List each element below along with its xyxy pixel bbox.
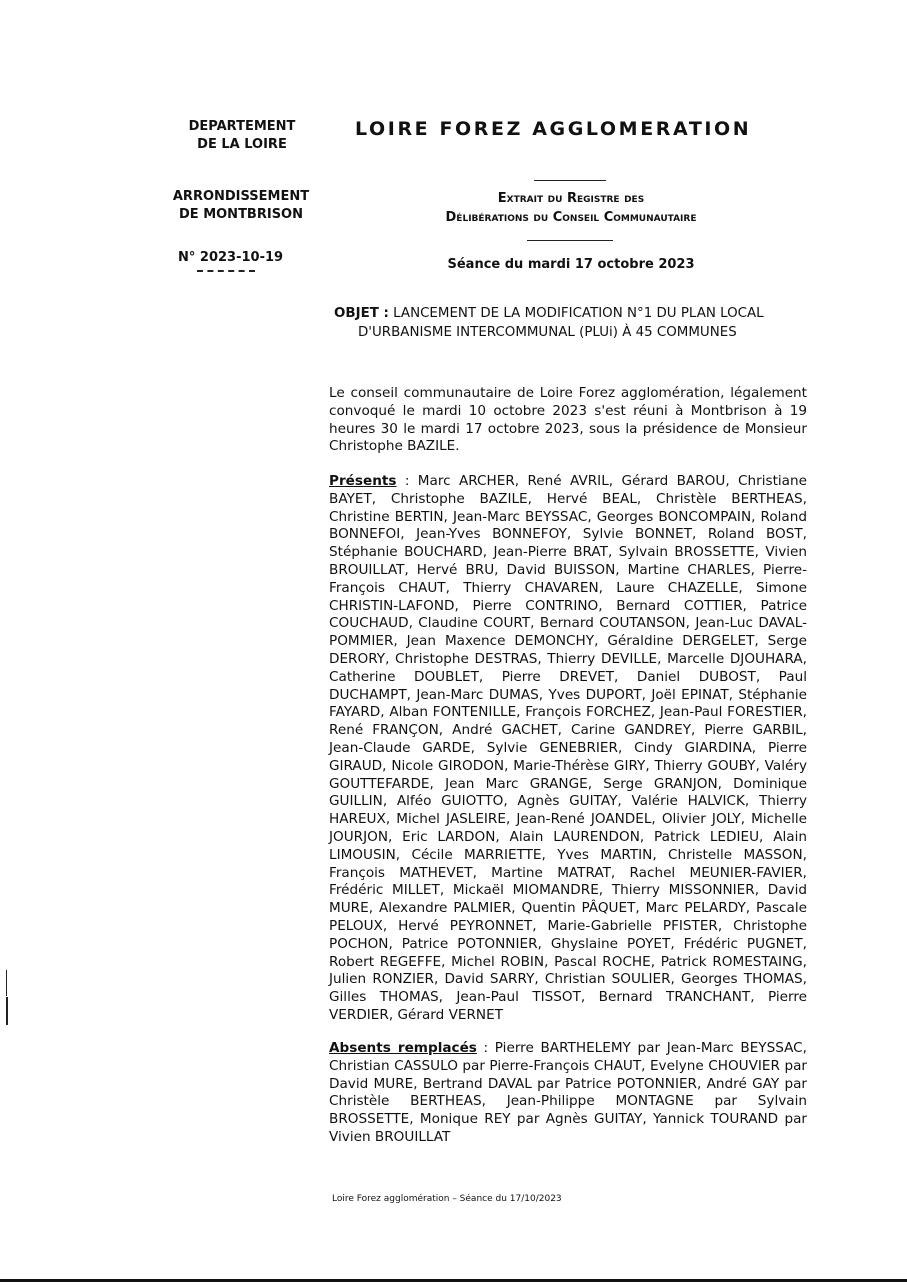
objet-line2: D'URBANISME INTERCOMMUNAL (PLUi) À 45 COMMUNES — [358, 325, 737, 340]
absents-paragraph — [329, 1040, 807, 1147]
departement-block — [167, 118, 317, 154]
departement-line1: DEPARTEMENT — [188, 119, 296, 134]
binding-mark — [6, 970, 7, 996]
absents-list: Pierre BARTHELEMY par Jean-Marc BEYSSAC, Christian CASSULO par Pierre-François CHAUT, Evelyne CHOUVIER par David MURE, Bertrand DAVAL par Patrice POTONNIER, André GAY par Christèle BERTHEAS, Jean-Philippe MONTAGNE par Sylvain BROSSETTE, Monique REY par Agnès GUITAY, Yannick TOURAND par Vivien BROUILLAT — [329, 1040, 807, 1145]
presents-label: Présents — [329, 473, 397, 489]
departement-line2: DE LA LOIRE — [197, 137, 287, 152]
absents-label: Absents remplacés — [329, 1040, 477, 1056]
number-dashes — [197, 270, 255, 272]
presents-list: Marc ARCHER, René AVRIL, Gérard BAROU, Christiane BAYET, Christophe BAZILE, Hervé BEAL, Christèle BERTHEAS, Christine BERTIN, Jean-Marc BEYSSAC, Georges BONCOMPAIN, Roland BONNEFOI, Jean-Yves BONNEFOY, Sylvie BONNET, Roland BOST, Stéphanie BOUCHARD, Jean-Pierre BRAT, Sylvain BROSSETTE, Vivien BROUILLAT, Hervé BRU, David BUISSON, Martine CHARLES, Pierre-François CHAUT, Thierry CHAVAREN, Laure CHAZELLE, Simone CHRISTIN-LAFOND, Pierre CONTRINO, Bernard COTTIER, Patrice COUCHAUD, Claudine COURT, Bernard COUTANSON, Jean-Luc DAVAL-POMMIER, Jean Maxence DEMONCHY, Géraldine DERGELET, Serge DERORY, Christophe DESTRAS, Thierry DEVILLE, Marcelle DJOUHARA, Catherine DOUBLET, Pierre DREVET, Daniel DUBOST, Paul DUCHAMPT, Jean-Marc DUMAS, Yves DUPORT, Joël EPINAT, Stéphanie FAYARD, Alban FONTENILLE, François FORCHEZ, Jean-Paul FORESTIER, René FRANÇON, André GACHET, Carine GANDREY, Pierre GARBIL, Jean-Claude GARDE, Sylvie GENEBRIER, Cindy GIARDINA, Pierre GIRAUD, Nicole GIRODON, Marie-Thérèse GIRY, Thierry GOUBY, Valéry GOUTTEFARDE, Jean Marc GRANGE, Serge GRANJON, Dominique GUILLIN, Alféo GUIOTTO, Agnès GUITAY, Valérie HALVICK, Thierry HAREUX, Michel JASLEIRE, Jean-René JOANDEL, Olivier JOLY, Michelle JOURJON, Eric LARDON, Alain LAURENDON, Patrick LEDIEU, Alain LIMOUSIN, Cécile MARRIETTE, Yves MARTIN, Christelle MASSON, François MATHEVET, Martine MATRAT, Rachel MEUNIER-FAVIER, Frédéric MILLET, Mickaël MIOMANDRE, Thierry MISSONNIER, David MURE, Alexandre PALMIER, Quentin PÂQUET, Marc PELARDY, Pascale PELOUX, Hervé PEYRONNET, Marie-Gabrielle PFISTER, Christophe POCHON, Patrice POTONNIER, Ghyslaine POYET, Frédéric PUGNET, Robert REGEFFE, Michel ROBIN, Pascal ROCHE, Patrick ROMESTAING, Julien RONZIER, David SARRY, Christian SOULIER, Georges THOMAS, Gilles THOMAS, Jean-Paul TISSOT, Bernard TRANCHANT, Pierre VERDIER, Gérard VERNET — [329, 473, 807, 1023]
deliberation-number: N° 2023-10-19 — [178, 250, 284, 265]
presents-paragraph — [329, 473, 807, 1025]
arrondissement-line2: DE MONTBRISON — [179, 207, 303, 222]
objet-line1: LANCEMENT DE LA MODIFICATION N°1 DU PLAN LOCAL — [393, 306, 764, 321]
intro-paragraph: Le conseil communautaire de Loire Forez agglomération, légalement convoqué le mardi 10 octobre 2023 s'est réuni à Montbrison à 19 heures 30 le mardi 17 octobre 2023, sous la présidence de Monsieur Christophe BAZILE. — [329, 385, 807, 455]
divider-bottom — [527, 240, 613, 241]
scan-edge-line — [0, 1279, 907, 1282]
register-line1: Extrait du Registre des — [497, 191, 645, 206]
organisation-title: LOIRE FOREZ AGGLOMERATION — [355, 118, 752, 140]
register-line2: Délibérations du Conseil Communautaire — [445, 210, 697, 225]
objet-block — [334, 304, 794, 342]
register-title — [384, 189, 758, 227]
objet-label: OBJET : — [334, 306, 389, 321]
page-footer: Loire Forez agglomération – Séance du 17/10/2023 — [332, 1194, 562, 1204]
arrondissement-line1: ARRONDISSEMENT — [172, 189, 310, 204]
divider-top — [534, 180, 606, 181]
binding-mark — [6, 997, 8, 1025]
arrondissement-block — [166, 188, 316, 224]
presents-separator: : — [396, 473, 418, 489]
absents-separator: : — [476, 1040, 495, 1056]
seance-date: Séance du mardi 17 octobre 2023 — [447, 257, 695, 272]
